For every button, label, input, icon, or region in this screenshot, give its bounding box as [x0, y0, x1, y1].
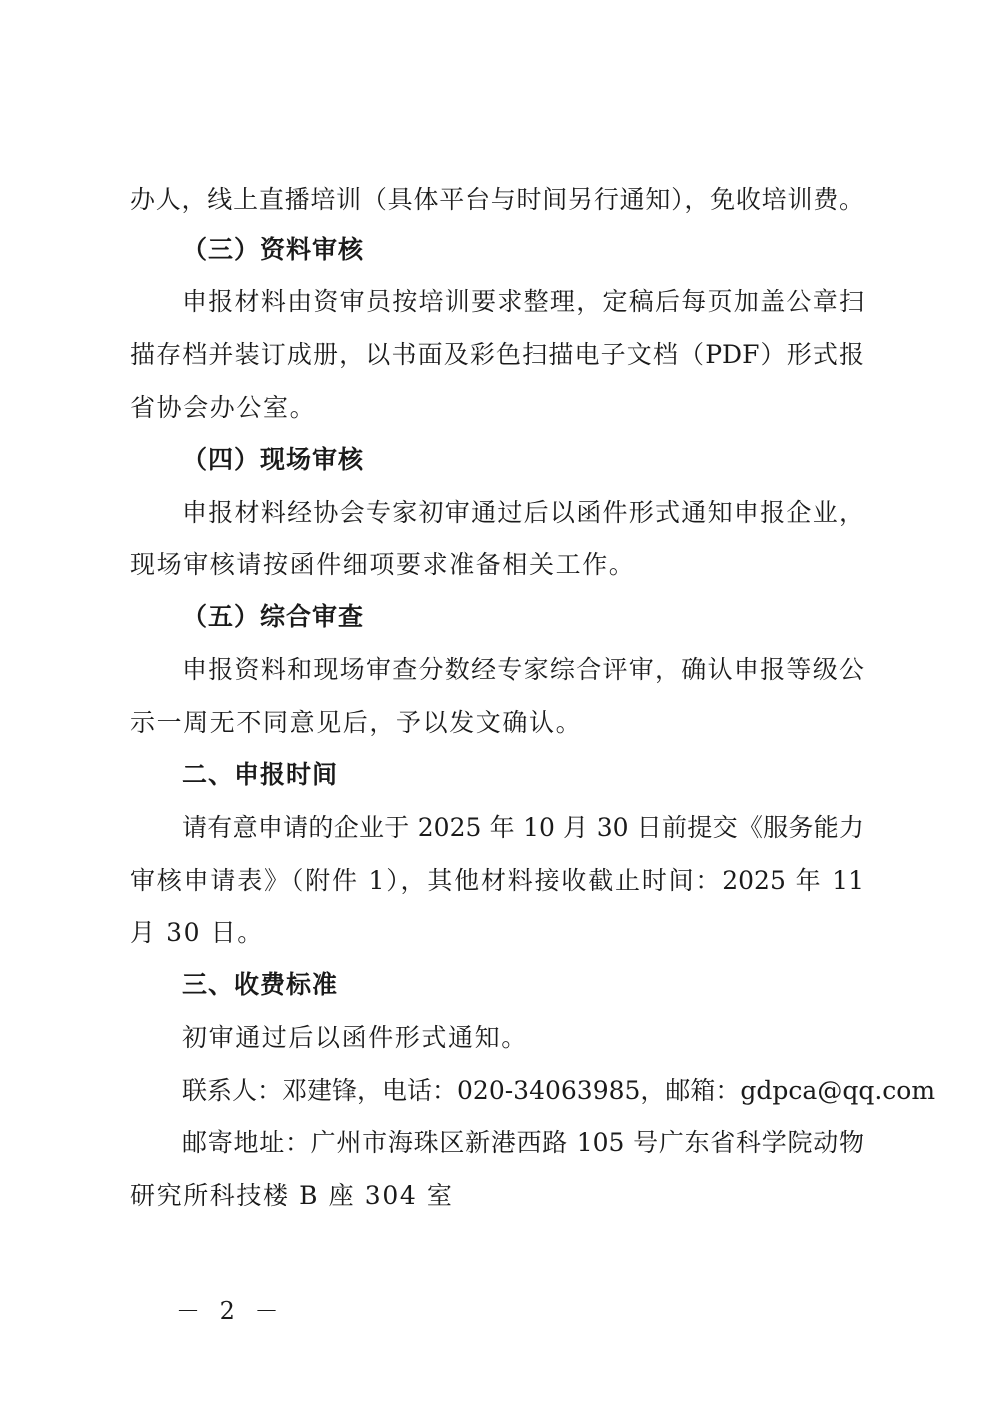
paragraph-application-time-line-3: 月 30 日。: [130, 918, 264, 947]
paragraph-continuation-line: 办人，线上直播培训（具体平台与时间另行通知），免收培训费。: [130, 185, 864, 214]
paragraph-application-time-line-2: 审核申请表》（附件 1），其他材料接收截止时间：2025 年 11: [130, 866, 864, 895]
paragraph-application-time-line-1: 请有意申请的企业于 2025 年 10 月 30 日前提交《服务能力: [182, 813, 864, 842]
paragraph-onsite-review-line-1: 申报材料经协会专家初审通过后以函件形式通知申报企业，: [182, 498, 864, 527]
paragraph-comprehensive-review-line-1: 申报资料和现场审查分数经专家综合评审，确认申报等级公: [182, 655, 864, 684]
mailing-address-line-2: 研究所科技楼 B 座 304 室: [130, 1181, 454, 1210]
mailing-address-line-1: 邮寄地址：广州市海珠区新港西路 105 号广东省科学院动物: [182, 1128, 864, 1157]
heading-application-time: 二、申报时间: [182, 760, 339, 789]
heading-fee-standard: 三、收费标准: [182, 970, 339, 999]
contact-info: 联系人：邓建锋，电话：020-34063985，邮箱：gdpca@qq.com: [182, 1076, 936, 1105]
heading-material-review: （三）资料审核: [182, 235, 365, 264]
paragraph-material-review-line-2: 描存档并装订成册，以书面及彩色扫描电子文档（PDF）形式报: [130, 340, 864, 369]
paragraph-material-review-line-3: 省协会办公室。: [130, 393, 317, 422]
paragraph-material-review-line-1: 申报材料由资审员按培训要求整理，定稿后每页加盖公章扫: [182, 287, 864, 316]
heading-comprehensive-review: （五）综合审查: [182, 602, 365, 631]
page-number: － 2 －: [176, 1297, 285, 1325]
heading-onsite-review: （四）现场审核: [182, 445, 365, 474]
paragraph-onsite-review-line-2: 现场审核请按函件细项要求准备相关工作。: [130, 550, 636, 579]
paragraph-fee-standard: 初审通过后以函件形式通知。: [182, 1023, 528, 1052]
paragraph-comprehensive-review-line-2: 示一周无不同意见后，予以发文确认。: [130, 708, 583, 737]
